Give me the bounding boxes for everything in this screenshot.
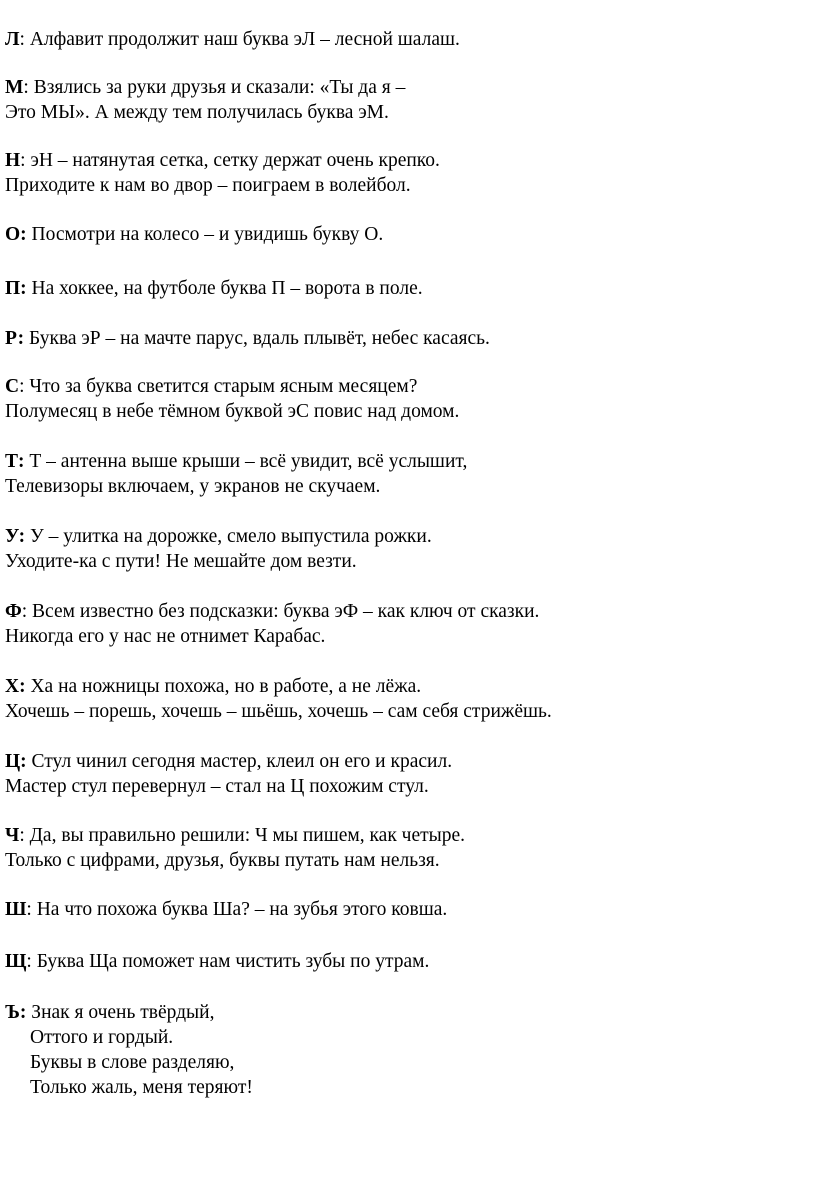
letter-label: Ч — [5, 825, 20, 846]
verse-text: Всем известно без подсказки: буква эФ – как ключ от сказки. — [32, 601, 540, 622]
verse-text: Только жаль, меня теряют! — [30, 1077, 253, 1098]
letter-label: Л — [5, 29, 20, 50]
verse-text: Полумесяц в небе тёмном буквой эС повис над домом. — [5, 401, 460, 422]
stanza-first-line — [5, 675, 421, 699]
stanza-line — [5, 174, 411, 198]
stanza-first-line — [5, 750, 452, 774]
stanza-line — [5, 475, 380, 499]
stanza-line — [5, 775, 429, 799]
verse-text: Что за буква светится старым ясным месяцем? — [29, 376, 418, 397]
verse-text: Стул чинил сегодня мастер, клеил он его и красил. — [31, 751, 453, 772]
stanza-first-line: Н: эН – натянутая сетка, сетку держат очень крепко. — [5, 150, 440, 171]
stanza-first-line: Ч: Да, вы правильно решили: Ч мы пишем, как четыре. — [5, 825, 466, 846]
verse-text: Знак я очень твёрдый, — [31, 1002, 215, 1023]
stanza-first-line — [5, 525, 432, 549]
verse-text: Уходите-ка с пути! Не мешайте дом везти. — [5, 551, 357, 572]
verse-text: Хочешь – порешь, хочешь – шьёшь, хочешь – сам себя стрижёшь. — [5, 701, 552, 722]
stanza-first-line: Ш: На что похожа буква Ша? – на зубья этого ковша. — [5, 899, 448, 920]
letter-label: У: — [5, 526, 26, 547]
verse-text: Буква Ща поможет нам чистить зубы по утрам. — [36, 951, 430, 972]
letter-label: Н — [5, 150, 21, 171]
stanza-first-line: Ф: Всем известно без подсказки: буква эФ – как ключ от сказки. — [5, 601, 540, 622]
verse-text: Буква эР – на мачте парус, вдаль плывёт, небес касаясь. — [29, 328, 490, 349]
letter-label: П: — [5, 278, 27, 299]
letter-label: Р: — [5, 328, 25, 349]
stanza-line — [5, 849, 440, 873]
verse-text: Да, вы правильно решили: Ч мы пишем, как четыре. — [29, 825, 466, 846]
stanza-first-line: Л: Алфавит продолжит наш буква эЛ – лесной шалаш. — [5, 29, 460, 50]
stanza-line — [5, 101, 389, 125]
verse-text: Мастер стул перевернул – стал на Ц похожим стул. — [5, 776, 429, 797]
verse-text: Ха на ножницы похожа, но в работе, а не лёжа. — [30, 676, 422, 697]
letter-label: О: — [5, 224, 27, 245]
letter-label: Т: — [5, 451, 25, 472]
stanza-line — [30, 1051, 234, 1075]
verse-text: Буквы в слове разделяю, — [30, 1052, 235, 1073]
stanza-first-line: Щ: Буква Ща поможет нам чистить зубы по утрам. — [5, 951, 430, 972]
verse-text: На что похожа буква Ша? – на зубья этого ковша. — [36, 899, 448, 920]
stanza-line — [5, 625, 325, 649]
verse-text: Только с цифрами, друзья, буквы путать нам нельзя. — [5, 850, 440, 871]
stanza-first-line — [5, 223, 383, 247]
letter-label: Ш — [5, 899, 27, 920]
verse-text: Взялись за руки друзья и сказали: «Ты да я – — [33, 77, 406, 98]
letter-label: Ф — [5, 601, 22, 622]
verse-text: На хоккее, на футболе буква П – ворота в поле. — [31, 278, 423, 299]
stanza-first-line — [5, 277, 423, 301]
stanza-line — [30, 1026, 173, 1050]
stanza-line — [5, 400, 459, 424]
stanza-line — [30, 1076, 253, 1100]
verse-text: Алфавит продолжит наш буква эЛ – лесной шалаш. — [29, 29, 460, 50]
verse-text: Это МЫ». А между тем получилась буква эМ. — [5, 102, 389, 123]
stanza-first-line — [5, 1001, 214, 1025]
verse-text: Приходите к нам во двор – поиграем в волейбол. — [5, 175, 411, 196]
letter-label: Ц: — [5, 751, 27, 772]
letter-label: Ъ: — [5, 1002, 27, 1023]
verse-text: Т – антенна выше крыши – всё увидит, всё услышит, — [29, 451, 468, 472]
stanza-first-line — [5, 450, 467, 474]
stanza-first-line — [5, 327, 490, 351]
stanza-first-line: М: Взялись за руки друзья и сказали: «Ты да я – — [5, 77, 406, 98]
letter-label: М — [5, 77, 24, 98]
letter-label: Щ — [5, 951, 27, 972]
verse-text: эН – натянутая сетка, сетку держат очень крепко. — [30, 150, 440, 171]
letter-label: С — [5, 376, 20, 397]
stanza-line — [5, 550, 357, 574]
letter-label: Х: — [5, 676, 26, 697]
stanza-first-line: С: Что за буква светится старым ясным месяцем? — [5, 376, 418, 397]
verse-text: Посмотри на колесо – и увидишь букву О. — [31, 224, 384, 245]
verse-text: У – улитка на дорожке, смело выпустила рожки. — [29, 526, 432, 547]
stanza-line — [5, 700, 552, 724]
verse-text: Телевизоры включаем, у экранов не скучаем. — [5, 476, 381, 497]
verse-text: Оттого и гордый. — [30, 1027, 174, 1048]
verse-text: Никогда его у нас не отнимет Карабас. — [5, 626, 326, 647]
